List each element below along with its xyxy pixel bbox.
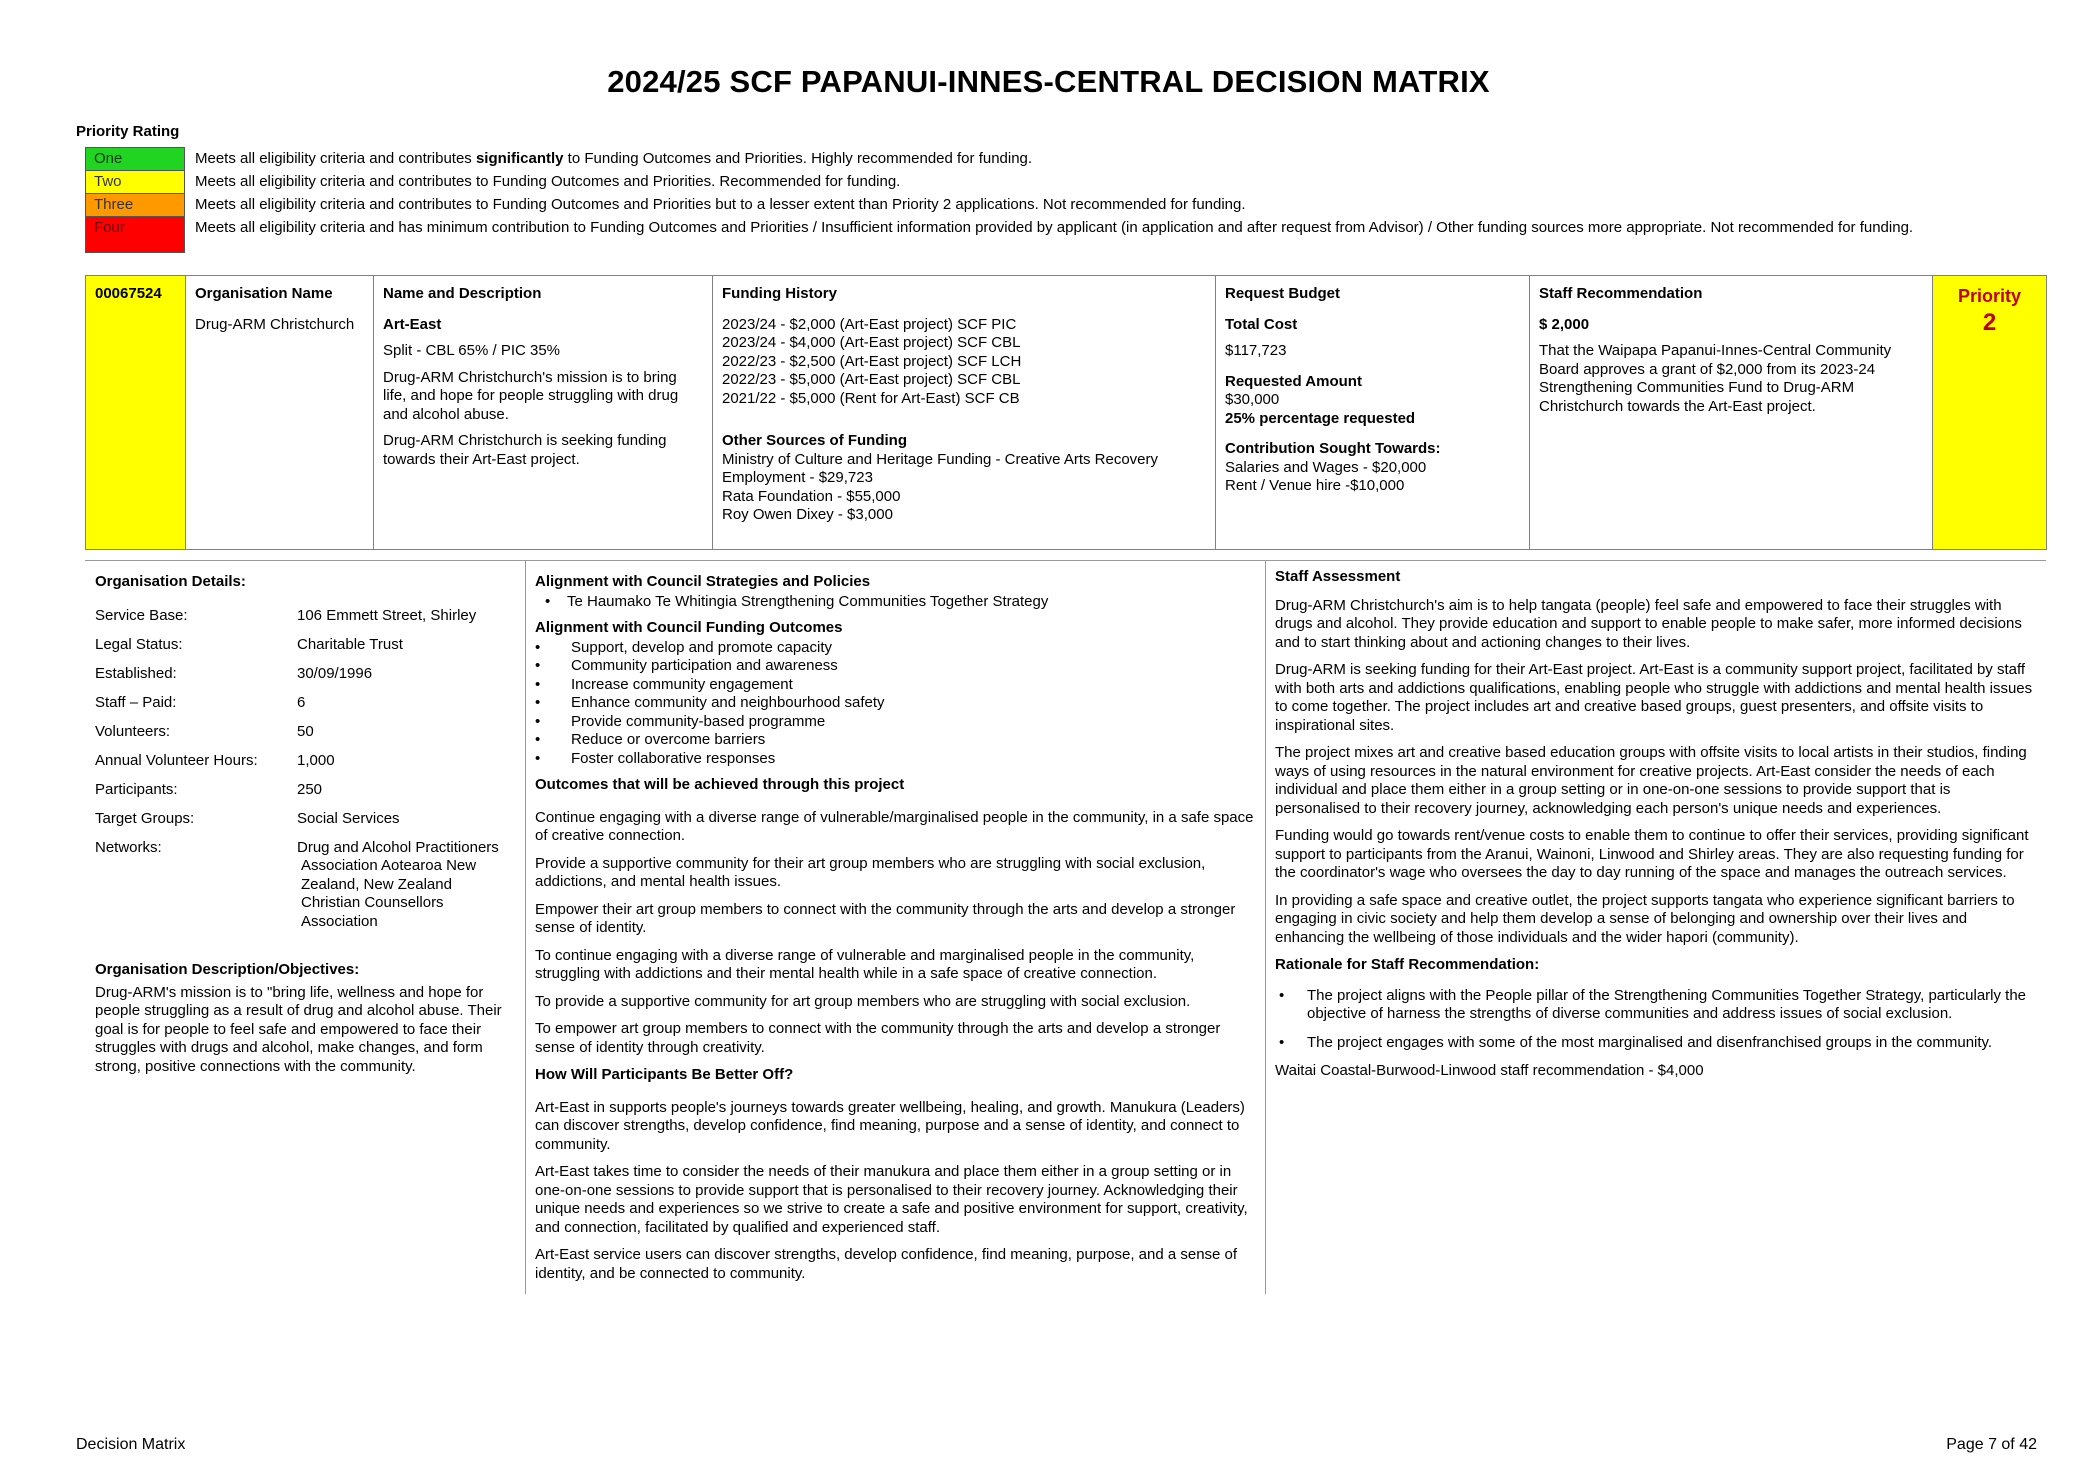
other-source-item: Rata Foundation - $55,000 [722, 487, 901, 505]
request-budget-cell [1216, 276, 1530, 550]
name-description-cell [374, 276, 713, 550]
detail-value: 30/09/1996 [297, 664, 373, 682]
detail-row [95, 781, 515, 800]
name-description-header: Name and Description [383, 285, 542, 302]
detail-row [95, 752, 515, 771]
objectives-heading: Organisation Description/Objectives: [95, 961, 360, 978]
requested-amount-label: Requested Amount [1225, 372, 1362, 390]
contribution-item: Salaries and Wages - $20,000 [1225, 458, 1427, 476]
funding-history-cell [713, 276, 1216, 550]
detail-value: 106 Emmett Street, Shirley [297, 606, 477, 624]
column-divider [525, 560, 526, 1294]
organisation-details-heading: Organisation Details: [95, 573, 246, 590]
rationale-list [1275, 987, 2035, 1053]
outcome-paragraph: To continue engaging with a diverse range of vulnerable and marginalised people in the community, struggling with addictions and their mental health while in a safe space of creative connection. [535, 946, 1195, 982]
detail-row [95, 810, 515, 829]
detail-value: 1,000 [297, 751, 335, 769]
priority-two-description: Meets all eligibility criteria and contributes to Funding Outcomes and Priorities. Recommended for funding. [195, 173, 901, 190]
project-outcomes-heading: Outcomes that will be achieved through this project [535, 776, 905, 793]
organisation-name-header: Organisation Name [195, 285, 333, 302]
application-id: 00067524 [95, 285, 162, 302]
project-description-2: Drug-ARM Christchurch is seeking funding towards their Art-East project. [383, 432, 667, 468]
detail-value: 250 [297, 780, 323, 798]
contribution-label: Contribution Sought Towards: [1225, 440, 1441, 457]
other-source-item: Roy Owen Dixey - $3,000 [722, 506, 893, 523]
list-item: • The project aligns with the People pillar of the Strengthening Communities Together Strategy, particularly the objective of harness the strengths of diverse communities and address issues of social exclusion. [1275, 987, 2035, 1024]
priority-rating-heading: Priority Rating [76, 123, 180, 140]
priority-one-swatch: One [85, 147, 185, 170]
priority-three-description: Meets all eligibility criteria and contributes to Funding Outcomes and Priorities but to a lesser extent than Priority 2 applications. Not recommended for funding. [195, 196, 1246, 213]
funding-history-item: 2023/24 - $4,000 (Art-East project) SCF CBL [722, 334, 1021, 351]
percentage-requested: 25% percentage requested [1225, 409, 1416, 427]
detail-label: Target Groups: [95, 809, 195, 827]
other-board-recommendation: Waitai Coastal-Burwood-Linwood staff recommendation - $4,000 [1275, 1062, 1704, 1079]
outcome-paragraph: To provide a supportive community for art group members who are struggling with social exclusion. [535, 992, 1191, 1010]
organisation-name: Drug-ARM Christchurch [195, 315, 355, 333]
outcome-paragraph: Empower their art group members to connect with the community through the arts and develop a stronger sense of identity. [535, 900, 1236, 936]
better-off-heading: How Will Participants Be Better Off? [535, 1066, 794, 1083]
total-cost-label: Total Cost [1225, 315, 1298, 333]
detail-label: Volunteers: [95, 722, 171, 740]
page-title: 2024/25 SCF PAPANUI-INNES-CENTRAL DECISION MATRIX [607, 64, 1490, 99]
list-item: • Community participation and awareness [535, 657, 1257, 676]
better-off-paragraph: Art-East takes time to consider the needs of their manukura and place them either in a group setting or in one-on-one sessions to provide support that is personalised to their recovery journey. Acknowledging their unique needs and experiences so we strive to create a safe and positive environment for support, creativity, and connection, facilitated by qualified and experienced staff. [535, 1163, 1248, 1236]
outcome-paragraph: To empower art group members to connect with the community through the arts and develop a stronger sense of identity through creativity. [535, 1020, 1221, 1056]
outcome-paragraph: Continue engaging with a diverse range of vulnerable/marginalised people in the community, in a safe space of creative connection. [535, 808, 1254, 844]
networks-value: Drug and Alcohol Practitioners Association Aotearoa New Zealand, New Zealand Christian Counsellors Association [297, 838, 499, 930]
column-divider [1265, 560, 1266, 1294]
detail-value: Charitable Trust [297, 635, 403, 653]
staff-recommendation-amount: $ 2,000 [1539, 315, 1590, 333]
detail-value: 6 [297, 693, 306, 711]
organisation-cell [186, 276, 374, 550]
alignment-column [535, 573, 1257, 1292]
strategies-list [535, 593, 1257, 612]
detail-row [95, 665, 515, 684]
funding-outcomes-heading: Alignment with Council Funding Outcomes [535, 619, 843, 636]
other-source-item: Ministry of Culture and Heritage Funding - Creative Arts Recovery Employment - $29,723 [722, 450, 1159, 486]
funding-history-item: 2021/22 - $5,000 (Rent for Art-East) SCF CB [722, 389, 1020, 407]
detail-row [95, 723, 515, 742]
priority-two-swatch: Two [85, 170, 185, 193]
project-description-1: Drug-ARM Christchurch's mission is to bring life, and hope for people struggling with drug and alcohol abuse. [383, 368, 679, 423]
detail-label: Legal Status: [95, 635, 183, 653]
legend-row-two [85, 170, 1985, 193]
staff-assessment-column [1275, 568, 2035, 1090]
strategies-heading: Alignment with Council Strategies and Policies [535, 573, 871, 590]
detail-row [95, 607, 515, 626]
funding-history-item: 2023/24 - $2,000 (Art-East project) SCF PIC [722, 315, 1017, 333]
footer-document-name: Decision Matrix [76, 1436, 186, 1453]
detail-row [95, 636, 515, 655]
organisation-details-column [95, 573, 515, 1085]
legend-row-one [85, 147, 1985, 170]
list-item: • Enhance community and neighbourhood safety [535, 694, 1257, 713]
staff-recommendation-cell [1530, 276, 1933, 550]
priority-one-description: Meets all eligibility criteria and contributes significantly to Funding Outcomes and Priorities. Highly recommended for funding. [195, 150, 1033, 167]
detail-label: Service Base: [95, 606, 188, 624]
rationale-heading: Rationale for Staff Recommendation: [1275, 956, 1540, 973]
priority-label: Priority [1957, 286, 2022, 306]
assessment-paragraph: In providing a safe space and creative outlet, the project supports tangata who experience significant barriers to engaging in civic society and help them develop a sense of belonging and ownership over their lives and enhancing the wellbeing of those individuals and the wider hapori (community). [1275, 891, 2015, 946]
priority-four-description: Meets all eligibility criteria and has minimum contribution to Funding Outcomes and Priorities / Insufficient information provided by applicant (in application and after request from Advisor) / Other funding sources more appropriate. Not recommended for funding. [195, 219, 1914, 236]
list-item: • Reduce or overcome barriers [535, 731, 1257, 750]
staff-recommendation-header: Staff Recommendation [1539, 285, 1703, 302]
better-off-paragraph: Art-East in supports people's journeys towards greater wellbeing, healing, and growth. Manukura (Leaders) can discover strengths, develop confidence, find meaning, purpose and a sense of identity, and connect to community. [535, 1098, 1245, 1153]
priority-four-swatch: Four [85, 216, 185, 253]
contribution-item: Rent / Venue hire -$10,000 [1225, 477, 1405, 494]
legend-row-four [85, 216, 1985, 253]
assessment-paragraph: Drug-ARM Christchurch's aim is to help tangata (people) feel safe and empowered to face their struggles with drugs and alcohol. They provide education and support to enable people to make safer, more informed decisions and to start thinking about and actioning changes to their lives. [1275, 596, 2022, 651]
other-sources-header: Other Sources of Funding [722, 432, 908, 449]
detail-label: Established: [95, 664, 177, 682]
list-item: • Support, develop and promote capacity [535, 639, 1257, 658]
detail-value: 50 [297, 722, 314, 740]
footer-page-number: Page 7 of 42 [1946, 1436, 2037, 1453]
assessment-paragraph: Funding would go towards rent/venue costs to enable them to continue to offer their services, providing significant support to participants from the Aranui, Wainoni, Linwood and Shirley areas. They are also requesting funding for the coordinator's wage who oversees the day to day running of the space and manages the outreach services. [1275, 827, 2029, 881]
legend-row-three [85, 193, 1985, 216]
funding-history-item: 2022/23 - $2,500 (Art-East project) SCF LCH [722, 352, 1022, 370]
list-item: • Foster collaborative responses [535, 750, 1257, 769]
application-id-cell [86, 276, 186, 550]
detail-label: Participants: [95, 780, 178, 798]
funding-outcomes-list [535, 639, 1257, 769]
request-budget-header: Request Budget [1225, 285, 1341, 302]
project-name: Art-East [383, 315, 442, 333]
priority-three-swatch: Three [85, 193, 185, 216]
networks-label: Networks: [95, 838, 162, 856]
application-summary-table [85, 275, 2047, 550]
detail-value: Social Services [297, 809, 400, 827]
funding-history-header: Funding History [722, 285, 837, 302]
list-item: • The project engages with some of the most marginalised and disenfranchised groups in the community. [1275, 1034, 2035, 1053]
priority-cell [1933, 276, 2047, 550]
detail-row [95, 694, 515, 713]
funding-history-item: 2022/23 - $5,000 (Art-East project) SCF CBL [722, 371, 1021, 388]
total-cost-value: $117,723 [1225, 342, 1287, 359]
assessment-paragraph: The project mixes art and creative based education groups with offsite visits to local artists in their studios, finding ways of using resources in the natural environment for creative projects. Art-East consider the needs of each individual and place them either in a group setting or in one-on-one sessions to provide support that is personalised to their recovery journey, acknowledging each person's unique needs and experiences. [1275, 744, 2027, 817]
staff-recommendation-text: That the Waipapa Papanui-Innes-Central Community Board approves a grant of $2,000 from its 2023-24 Strengthening Communities Fund to Drug-ARM Christchurch towards the Art-East project. [1539, 342, 1892, 415]
networks-row [95, 839, 515, 932]
list-item: • Te Haumako Te Whitingia Strengthening Communities Together Strategy [535, 593, 1257, 612]
requested-amount-value: $30,000 [1225, 391, 1280, 408]
better-off-paragraph: Art-East service users can discover strengths, develop confidence, find meaning, purpose, and a sense of identity, and be connected to community. [535, 1246, 1238, 1282]
objectives-text: Drug-ARM's mission is to "bring life, wellness and hope for people struggling as a result of drug and alcohol abuse. Their goal is for people to feel safe and empowered to face their struggles with drugs and alcohol, make changes, and form strong, positive connections with the community. [95, 983, 502, 1075]
priority-value: 2 [1982, 308, 1997, 336]
outcome-paragraph: Provide a supportive community for their art group members who are struggling with social exclusion, addictions, and mental health issues. [535, 854, 1206, 890]
list-item: • Increase community engagement [535, 676, 1257, 695]
detail-label: Staff – Paid: [95, 693, 177, 711]
priority-legend [85, 147, 1985, 253]
section-divider [85, 560, 2046, 561]
assessment-paragraph: Drug-ARM is seeking funding for their Art-East project. Art-East is a community support project, facilitated by staff with both arts and addictions qualifications, enabling people who struggle with addictions and mental health issues to come together. The project includes art and creative based groups, guest presenters, and offsite visits to inspirational sites. [1275, 661, 2033, 734]
list-item: • Provide community-based programme [535, 713, 1257, 732]
detail-label: Annual Volunteer Hours: [95, 751, 258, 769]
staff-assessment-heading: Staff Assessment [1275, 568, 1401, 585]
funding-split: Split - CBL 65% / PIC 35% [383, 342, 561, 359]
